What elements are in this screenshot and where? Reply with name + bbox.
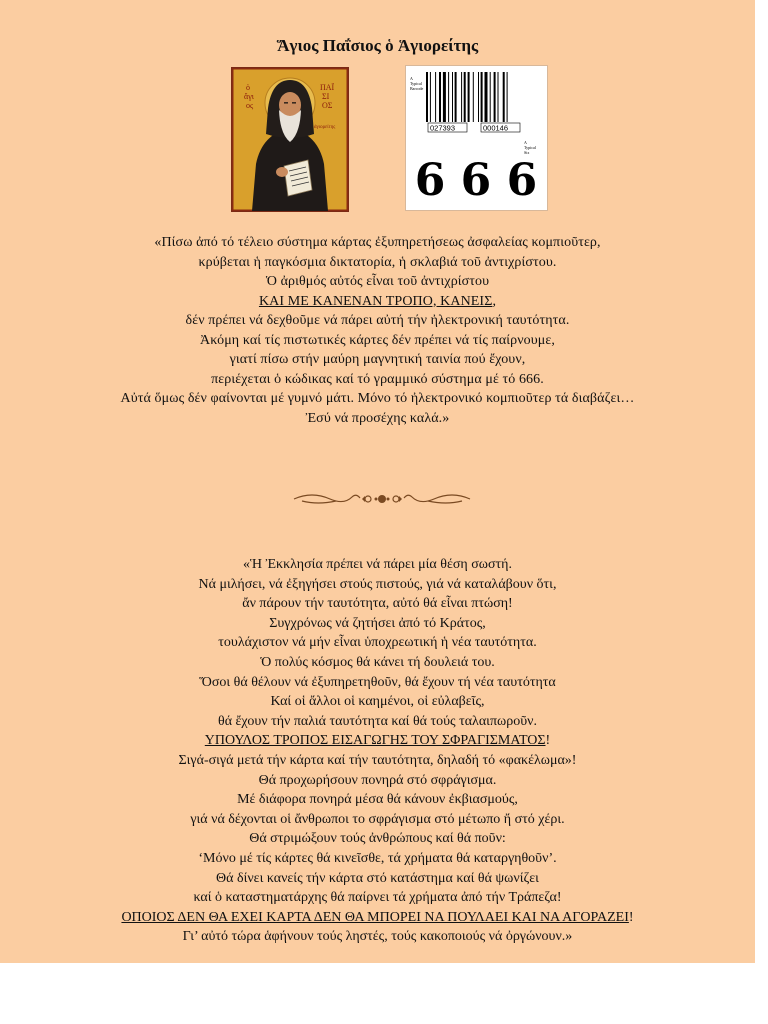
barcode-bar: [426, 72, 428, 122]
quote2-line-15: Θά στριμώξουν τούς ἀνθρώπους καί θά ποῦν:: [249, 831, 506, 847]
barcode-bar: [507, 72, 508, 122]
barcode-bar: [430, 72, 431, 122]
quote2-line-4: Συγχρόνως νά ζητήσει ἀπό τό Κράτος,: [269, 615, 486, 631]
quote2-line-7: Ὅσοι θά θέλουν νά ἐξυπηρετηθοῦν, θά ἔχουν τή νέα ταυτότητα: [199, 674, 556, 690]
quote1-emphasis-line: [0, 292, 755, 312]
barcode-bar: [435, 72, 436, 122]
barcode-666-image: [405, 65, 548, 211]
quote1-line-3: Ὁ ἀριθμός αὐτός εἶναι τοῦ ἀντιχρίστου: [265, 274, 490, 289]
icon-inscription-right-2: ΣΙ: [322, 92, 330, 101]
barcode-bar: [448, 72, 449, 122]
quote1-emphasis: ΚΑΙ ΜΕ ΚΑΝΕΝΑΝ ΤΡΟΠΟ, ΚΑΝΕΙΣ: [258, 293, 493, 309]
quote1-line-8: περιέχεται ὁ κώδικας καί τό γραμμικό σύστημα μέ τό 666.: [211, 371, 544, 387]
icon-inscription-small: ἁγιορείτης: [314, 125, 336, 130]
page-title: Ἅγιος Παΐσιος ὁ Ἁγιορείτης: [276, 36, 479, 55]
icon-inscription-right-1: ΠΑΪ: [320, 83, 335, 92]
barcode-bar: [461, 72, 462, 122]
barcode-bar: [485, 72, 488, 122]
barcode-bar: [468, 72, 470, 122]
barcode-bar: [478, 72, 479, 122]
quote2-line-5: τουλάχιστον νά μήν εἶναι ὑποχρεωτική ἡ νέα ταυτότητα.: [218, 635, 537, 651]
quote2-line-13: Μέ διάφορα πονηρά μέσα θά κάνουν ἐκβιασμούς,: [237, 792, 518, 808]
quote1-line-7: γιατί πίσω στήν μαύρη μαγνητική ταινία πού ἔχουν,: [229, 352, 526, 367]
barcode-bar: [464, 72, 466, 122]
icon-inscription-left-1: ὁ: [246, 83, 250, 92]
barcode-666-number: 6 6 6: [414, 155, 538, 206]
quote2-line-2: Νά μιλήσει, νά ἐξηγήσει στούς πιστούς, γιά νά καταλάβουν ὅτι,: [198, 576, 557, 592]
quote1-line-5: δέν πρέπει νά δεχθοῦμε νά πάρει αὐτή τήν ἠλεκτρονική ταυτότητα.: [185, 313, 570, 328]
icon-inscription-left-3: ος: [246, 101, 254, 110]
barcode-label-top-1: A: [410, 76, 413, 81]
barcode-digits-left: 027393: [430, 123, 456, 133]
quote2-emphasis-1-tail: !: [545, 733, 551, 749]
quote1-line-9: Αὐτά ὅμως δέν φαίνονται μέ γυμνό μάτι. Μόνο τό ἠλεκτρονικό κομπιοῦτερ τά διαβάζει…: [120, 391, 635, 406]
quote2-line-17: Θά δίνει κανείς τήν κάρτα στό κατάστημα καί θά ψωνίζει: [216, 870, 539, 886]
barcode-bar: [439, 72, 441, 122]
quote2-line-3: ἄν πάρουν τήν ταυτότητα, αὐτό θά εἶναι πτώση!: [242, 596, 513, 612]
quote-second: [0, 555, 755, 947]
quote-first: [0, 233, 755, 428]
quote2-line-6: Ὁ πολύς κόσμος θά κάνει τή δουλειά του.: [260, 654, 495, 670]
barcode-bar: [473, 72, 474, 122]
quote1-line-2: κρύβεται ἡ παγκόσμια δικτατορία, ἡ σκλαβιά τοῦ ἀντιχρίστου.: [198, 254, 557, 270]
barcode-label-top-2: Typical: [410, 81, 422, 86]
icon-inscription-left-2: ἅγι: [244, 92, 254, 101]
quote1-line-6: Ἀκόμη καί τίς πιστωτικές κάρτες δέν πρέπει νά τίς παίρνουμε,: [200, 332, 555, 348]
quote1-line-1: «Πίσω ἀπό τό τέλειο σύστημα κάρτας ἐξυπηρετήσεως ἀσφαλείας κομπιοῦτερ,: [154, 235, 601, 250]
saint-paisios-icon: [231, 67, 349, 212]
quote2-line-1: «Ἡ Ἐκκλησία πρέπει νά πάρει μία θέση σωστή.: [243, 557, 512, 572]
quote2-emphasis-2: ΟΠΟΙΟΣ ΔΕΝ ΘΑ ΕΧΕΙ ΚΑΡΤΑ ΔΕΝ ΘΑ ΜΠΟΡΕΙ ΝΑ ΠΟΥΛΑΕΙ ΚΑΙ ΝΑ ΑΓΟΡΑΖΕΙ: [121, 909, 629, 925]
barcode-digits-right: 000146: [483, 123, 509, 133]
barcode-bar: [443, 72, 446, 122]
quote2-last-line: Γι’ αὐτό τώρα ἁφήνουν τούς ληστές, τούς κακοποιούς νά ὀργώνουν.»: [182, 929, 573, 945]
quote2-line-18: καί ὁ καταστηματάρχης θά παίρνει τά χρήματα ἀπό τήν Τράπεζα!: [193, 890, 562, 906]
quote2-line-16: ‘Μόνο μέ τίς κάρτες θά κινεῖσθε, τά χρήματα θά καταργηθοῦν’.: [198, 850, 557, 866]
quote2-emphasis-line-2: [0, 908, 755, 928]
quote2-line-9: θά ἔχουν τήν παλιά ταυτότητα καί θά τούς ταλαιπωροῦν.: [218, 713, 537, 729]
barcode-label-top-3: Barcode: [410, 86, 424, 91]
barcode-label-right-1: A: [524, 140, 527, 145]
barcode-bar: [455, 72, 457, 122]
quote2-line-11: Σιγά-σιγά μετά τήν κάρτα καί τήν ταυτότητα, δηλαδή τό «φακέλωμα»!: [178, 752, 577, 768]
icon-inscription-right-3: ΟΣ: [322, 101, 333, 110]
barcode-bar: [490, 72, 491, 122]
quote2-line-8: Καί οἱ ἄλλοι οἱ καημένοι, οἱ εὐλαβεῖς,: [270, 694, 485, 710]
barcode-bar: [498, 72, 499, 122]
barcode-label-right-2: Typical: [524, 145, 536, 150]
barcode-bar: [452, 72, 453, 122]
barcode-bar: [481, 72, 483, 122]
barcode-bar: [494, 72, 496, 122]
quote2-emphasis-line-1: [0, 731, 755, 751]
quote2-line-14: γιά νά δέχονται οἱ ἄνθρωποι το σφράγισμα στό μέτωπο ἤ στό χέρι.: [190, 811, 565, 827]
ornamental-divider: [292, 489, 472, 509]
quote1-line-10: Ἐσύ νά προσέχης καλά.»: [305, 410, 450, 426]
barcode-bar: [503, 72, 505, 122]
quote2-line-12: Θά προχωρήσουν πονηρά στό σφράγισμα.: [258, 772, 497, 788]
quote2-emphasis-2-tail: !: [628, 909, 634, 925]
quote1-emphasis-tail: ,: [492, 293, 497, 309]
barcode-label-right-3: Six: [524, 150, 530, 155]
quote2-emphasis-1: ΥΠΟΥΛΟΣ ΤΡΟΠΟΣ ΕΙΣΑΓΩΓΗΣ ΤΟΥ ΣΦΡΑΓΙΣΜΑΤΟΣ: [204, 733, 546, 749]
